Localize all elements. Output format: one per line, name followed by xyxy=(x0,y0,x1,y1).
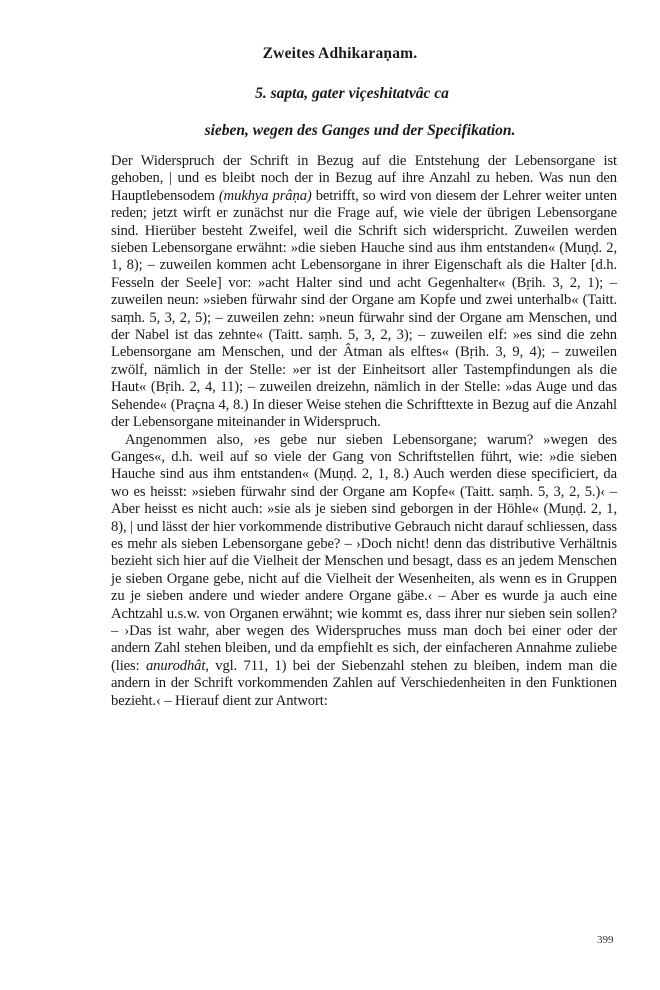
paragraph-2-italic-term: anurodhât xyxy=(145,657,206,674)
sutra-heading: 5. sapta, gater viçeshitatvâc ca xyxy=(255,85,449,102)
sutra-translation-heading: sieben, wegen des Ganges und der Specifikation. xyxy=(204,122,516,139)
paragraph-1-text-b: betrifft, so wird von diesem der Lehrer weiter unten reden; jetzt wirft er zunächst nur die Frage auf, wie viele der übrigen Lebensorgane sind. Hierüber besteht Zweifel, weil die Schrift sich widerspricht. Zuweilen werden sieben Lebensorgane erwähnt: »die sieben Hauche sind aus ihm entstanden« (Muṇḍ. 2, 1, 8); – zuweilen kommen acht Lebensorgane in ihrer Eigenschaft als die Halter [d.h. Fesseln der Seele] vor: »acht Halter sind und acht Gegenhalter« (Bṛih. 3, 2, 1); – zuweilen neun: »sieben fürwahr sind der Organe am Kopfe und zwei unterhalb« (Taitt. saṃh. 5, 3, 2, 5); – zuweilen zehn: »neun fürwahr sind der Organe am Menschen, und der Nabel ist das zehnte« (Taitt. saṃh. 5, 3, 2, 3); – zuweilen elf: »es sind die zehn Lebensorgane am Menschen, und der Âtman als elftes« (Bṛih. 3, 9, 4); – zuweilen zwölf, nämlich in der Stelle: »er ist der Einheitsort aller Tastempfindungen als die Haut« (Bṛih. 2, 4, 11); – zuweilen dreizehn, nämlich in der Stelle: »das Auge und das Sehende« (Praçna 4, 8.) In dieser Weise stehen die Schrifttexte in Bezug auf die Anzahl der Lebensorgane miteinander in Widerspruch. xyxy=(111,187,617,431)
section-heading: Zweites Adhikaraṇam. xyxy=(262,45,418,62)
paragraph-1 xyxy=(111,153,617,432)
paragraph-2 xyxy=(111,432,617,711)
paragraph-2-text-b: , vgl. 711, 1) bei der Siebenzahl stehen zu bleiben, indem man die andern in der Schrift vorkommenden Zahlen auf Verschiedenheiten in den Funktionen bezieht.‹ – Hierauf dient zur Antwort: xyxy=(111,657,617,709)
body-text xyxy=(111,153,617,710)
paragraph-2-text-a: Angenommen also, ›es gebe nur sieben Lebensorgane; warum? »wegen des Ganges«, d.h. weil auf so viele der Gang von Schriftstellen führt, wie: »die sieben Hauche sind aus ihm entstanden« (Muṇḍ. 2, 1, 8.) Auch werden diese specificiert, da wo es heisst: »sieben fürwahr sind der Organe am Kopfe« (Taitt. saṃh. 5, 3, 2, 5.)‹ – Aber heisst es nicht auch: »sie als je sieben sind geborgen in der Höhle« (Muṇḍ. 2, 1, 8), | und lässt der hier vorkommende distributive Gebrauch nicht darauf schliessen, dass es mehr als sieben Lebensorgane gebe? – ›Doch nicht! denn das distributive Verhältnis bezieht sich hier auf die Vielheit der Menschen und besagt, dass es an jedem Menschen je sieben Organe gebe, nicht auf die Vielheit der Wesenheiten, als wenn es in Gruppen zu je sieben andere und wieder andere Organe gäbe.‹ – Aber es wurde ja auch eine Achtzahl u.s.w. von Organen erwähnt; wie kommt es, dass ihrer nur sieben sein sollen? – ›Das ist wahr, aber wegen des Widerspruches muss man doch bei einer oder der andern Zahl stehen bleiben, und da empfiehlt es sich, der einfacheren Annahme zuliebe (lies: xyxy=(111,431,617,674)
paragraph-1-text-a: Der Widerspruch der Schrift in Bezug auf die Entstehung der Lebensorgane ist gehoben, | und es bleibt noch der in Bezug auf ihre Anzahl zu heben. Was nun den Hauptlebensodem xyxy=(111,153,617,204)
paragraph-1-italic-term: (mukhya prâṇa) xyxy=(218,187,312,204)
page-number: 399 xyxy=(597,934,614,946)
